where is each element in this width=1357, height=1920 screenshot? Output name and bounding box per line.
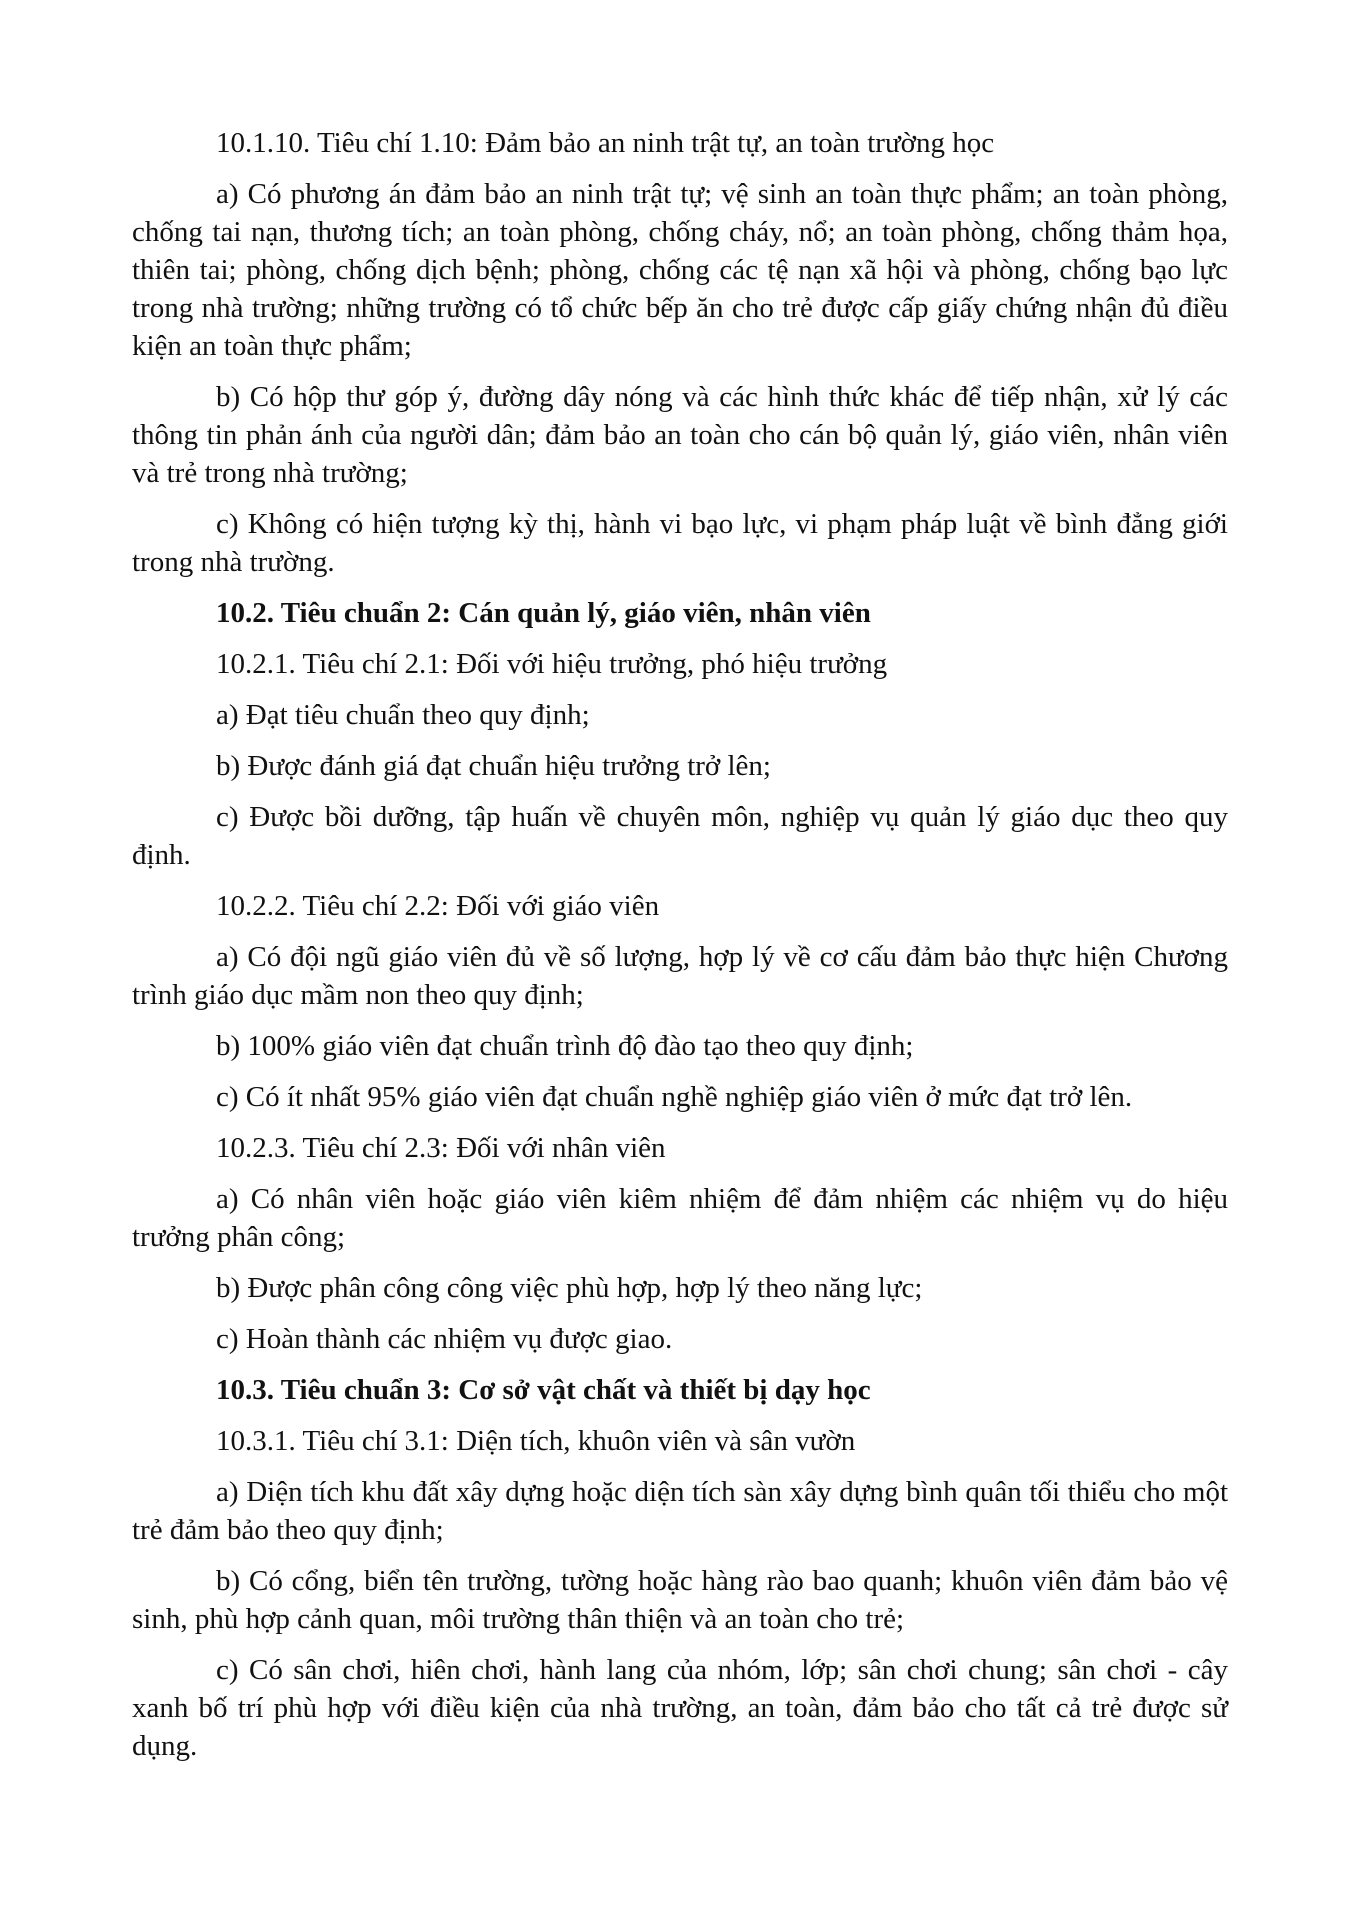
document-page bbox=[132, 124, 1228, 1778]
criterion-3-1-title: 10.3.1. Tiêu chí 3.1: Diện tích, khuôn viên và sân vườn bbox=[216, 1425, 856, 1457]
standard-2-heading: 10.2. Tiêu chuẩn 2: Cán quản lý, giáo viên, nhân viên bbox=[216, 597, 871, 629]
criterion-2-3-item-c: c) Hoàn thành các nhiệm vụ được giao. bbox=[216, 1323, 673, 1355]
standard-3-heading: 10.3. Tiêu chuẩn 3: Cơ sở vật chất và thiết bị dạy học bbox=[216, 1374, 871, 1406]
criterion-3-1-item-a: a) Diện tích khu đất xây dựng hoặc diện tích sàn xây dựng bình quân tối thiểu cho một trẻ đảm bảo theo quy định; bbox=[132, 1476, 1228, 1546]
criterion-2-2-item-c: c) Có ít nhất 95% giáo viên đạt chuẩn nghề nghiệp giáo viên ở mức đạt trở lên. bbox=[216, 1081, 1133, 1113]
criterion-2-1-item-a: a) Đạt tiêu chuẩn theo quy định; bbox=[216, 699, 590, 731]
criterion-2-2-item-a: a) Có đội ngũ giáo viên đủ về số lượng, hợp lý về cơ cấu đảm bảo thực hiện Chương trình giáo dục mầm non theo quy định; bbox=[132, 941, 1228, 1011]
criterion-2-2-item-b: b) 100% giáo viên đạt chuẩn trình độ đào tạo theo quy định; bbox=[216, 1030, 914, 1062]
criterion-1-10-item-c: c) Không có hiện tượng kỳ thị, hành vi bạo lực, vi phạm pháp luật về bình đẳng giới trong nhà trường. bbox=[132, 508, 1228, 578]
criterion-2-1-item-c: c) Được bồi dưỡng, tập huấn về chuyên môn, nghiệp vụ quản lý giáo dục theo quy định. bbox=[132, 801, 1228, 871]
criterion-3-1-item-c: c) Có sân chơi, hiên chơi, hành lang của nhóm, lớp; sân chơi chung; sân chơi - cây xanh bố trí phù hợp với điều kiện của nhà trường, an toàn, đảm bảo cho tất cả trẻ được sử dụng. bbox=[132, 1654, 1228, 1762]
criterion-2-3-item-a: a) Có nhân viên hoặc giáo viên kiêm nhiệm để đảm nhiệm các nhiệm vụ do hiệu trưởng phân công; bbox=[132, 1183, 1228, 1253]
criterion-2-1-item-b: b) Được đánh giá đạt chuẩn hiệu trưởng trở lên; bbox=[216, 750, 771, 782]
criterion-2-3-title: 10.2.3. Tiêu chí 2.3: Đối với nhân viên bbox=[216, 1132, 666, 1164]
criterion-2-1-title: 10.2.1. Tiêu chí 2.1: Đối với hiệu trưởng, phó hiệu trưởng bbox=[216, 648, 888, 680]
criterion-1-10-item-a: a) Có phương án đảm bảo an ninh trật tự; vệ sinh an toàn thực phẩm; an toàn phòng, chống tai nạn, thương tích; an toàn phòng, chống cháy, nổ; an toàn phòng, chống thảm họa, thiên tai; phòng, chống dịch bệnh; phòng, chống các tệ nạn xã hội và phòng, chống bạo lực trong nhà trường; những trường có tổ chức bếp ăn cho trẻ được cấp giấy chứng nhận đủ điều kiện an toàn thực phẩm; bbox=[132, 178, 1228, 362]
criterion-1-10-item-b: b) Có hộp thư góp ý, đường dây nóng và các hình thức khác để tiếp nhận, xử lý các thông tin phản ánh của người dân; đảm bảo an toàn cho cán bộ quản lý, giáo viên, nhân viên và trẻ trong nhà trường; bbox=[132, 381, 1228, 489]
criterion-3-1-item-b: b) Có cổng, biển tên trường, tường hoặc hàng rào bao quanh; khuôn viên đảm bảo vệ sinh, phù hợp cảnh quan, môi trường thân thiện và an toàn cho trẻ; bbox=[132, 1565, 1228, 1635]
criterion-2-2-title: 10.2.2. Tiêu chí 2.2: Đối với giáo viên bbox=[216, 890, 660, 922]
criterion-2-3-item-b: b) Được phân công công việc phù hợp, hợp lý theo năng lực; bbox=[216, 1272, 923, 1304]
criterion-1-10-title: 10.1.10. Tiêu chí 1.10: Đảm bảo an ninh trật tự, an toàn trường học bbox=[216, 127, 995, 159]
